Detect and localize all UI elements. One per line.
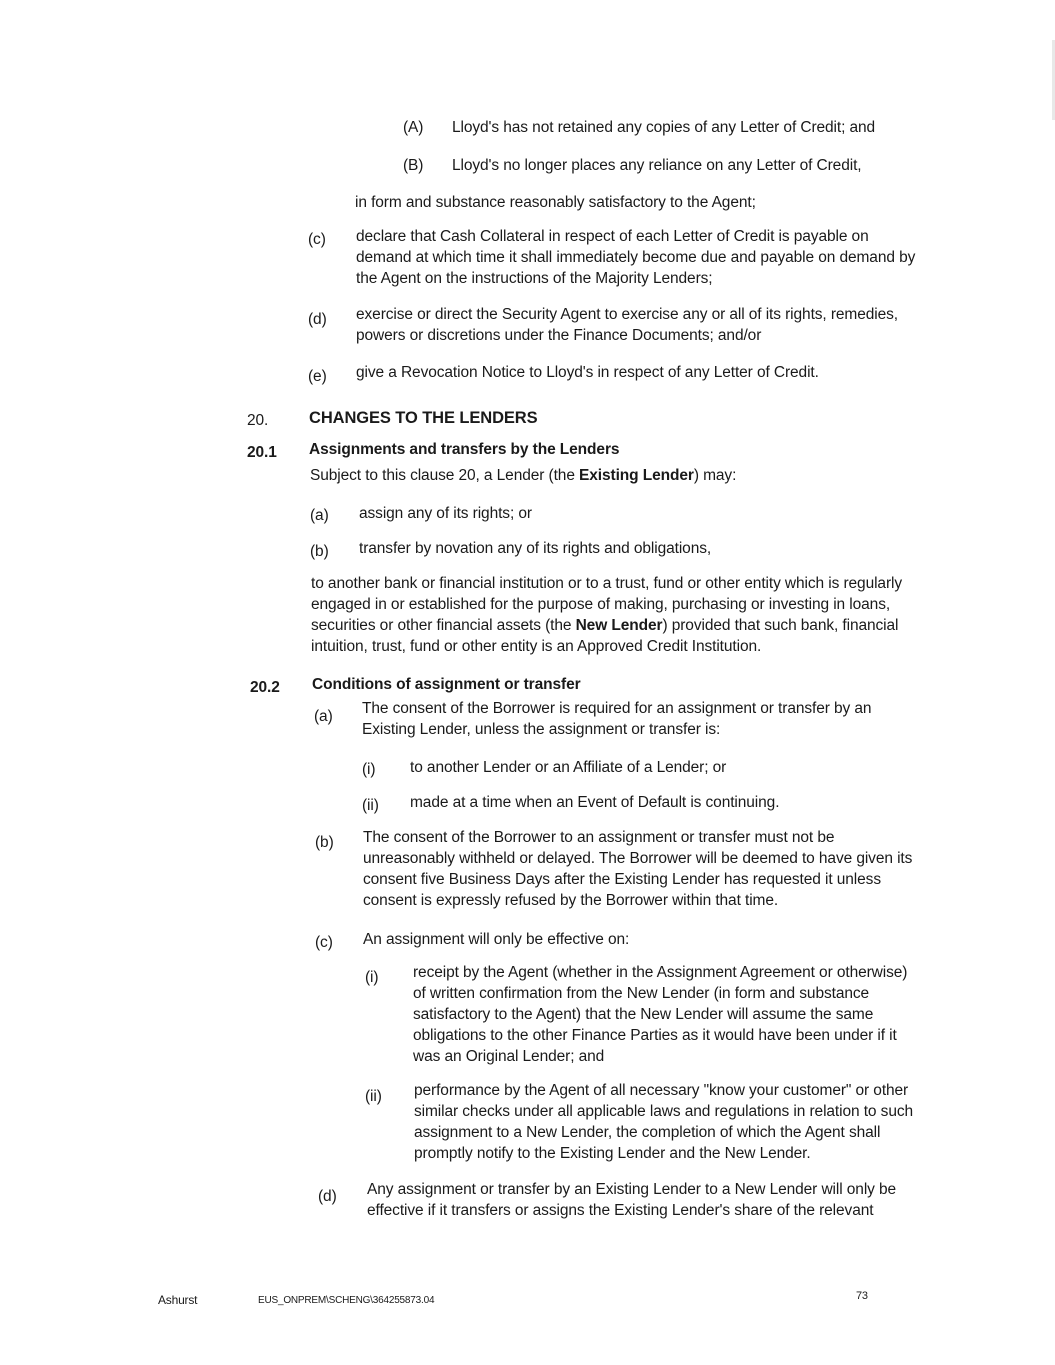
clause-20-2-c-i-marker: (i) [365,969,379,986]
clause-20-2-b-text: The consent of the Borrower to an assignment or transfer must not be unreasonably withheld or delayed. The Borrower will be deemed to have given its consent five Business Days after the Existing Lender has requested it unless consent is expressly refused by the Borrower within that time. [363,829,913,909]
clause-20-1-closing: to another bank or financial institution or to a trust, fund or other entity which is regularly engaged in or established for the purpose of making, purchasing or investing in loans, securities or other financial assets (the New Lender) provided that such bank, financial intuition, trust, fund or other entity is an Approved Credit Institution. [311,575,903,655]
item-d-text: exercise or direct the Security Agent to exercise any or all of its rights, remedies, powers or discretions under the Finance Documents; and/or [356,306,898,344]
footer-page-number: 73 [856,1290,868,1302]
clause-20-1-number: 20.1 [247,444,277,461]
clause-20-1-a-marker: (a) [310,507,329,524]
clause-20-2-c-ii-marker: (ii) [365,1088,382,1105]
clause-20-heading: CHANGES TO THE LENDERS [309,409,538,427]
item-tail-text: in form and substance reasonably satisfactory to the Agent; [355,194,756,211]
clause-20-2-c-i-text: receipt by the Agent (whether in the Assignment Agreement or otherwise) of written confirmation from the New Lender (in form and substance satisfactory to the Agent) that the New Lender will assume the same obligations to the other Finance Parties as it would have been under if it was an Original Lender; and [413,964,908,1065]
footer-firm: Ashurst [158,1293,198,1307]
clause-20-1-b-text: transfer by novation any of its rights and obligations, [359,540,712,557]
item-c-text: declare that Cash Collateral in respect of each Letter of Credit is payable on demand at which time it shall immediately become due and payable on demand by the Agent on the instructions of the Majority Lenders; [356,228,916,287]
item-a-text: Lloyd's has not retained any copies of any Letter of Credit; and [452,119,876,136]
clause-20-2-a-ii-marker: (ii) [362,797,379,814]
clause-20-2-heading: Conditions of assignment or transfer [312,676,581,693]
clause-20-2-number: 20.2 [250,679,280,696]
clause-20-1-a-text: assign any of its rights; or [359,505,532,522]
item-b-marker: (B) [403,157,424,174]
clause-20-2-d-text: Any assignment or transfer by an Existing Lender to a New Lender will only be effective if it transfers or assigns the Existing Lender's share of the relevant [367,1181,897,1219]
footer-doc-ref: EUS_ONPREM\SCHENG\364255873.04 [258,1295,435,1306]
item-d-marker: (d) [308,311,327,328]
clause-20-2-d-marker: (d) [318,1188,337,1205]
clause-20-2-a-marker: (a) [314,708,333,725]
item-a-marker: (A) [403,119,424,136]
item-e-text: give a Revocation Notice to Lloyd's in respect of any Letter of Credit. [356,364,819,381]
clause-20-2-b-marker: (b) [315,834,334,851]
clause-20-2-c-ii-text: performance by the Agent of all necessary "know your customer" or other similar checks under all applicable laws and regulations in relation to such assignment to a New Lender, the completion of which the Agent shall promptly notify to the Existing Lender and the New Lender. [414,1082,914,1162]
clause-20-2-a-ii-text: made at a time when an Event of Default is continuing. [410,794,780,811]
clause-20-2-a-text: The consent of the Borrower is required for an assignment or transfer by an Existing Lender, unless the assignment or transfer is: [362,700,872,738]
clause-20-1-intro: Subject to this clause 20, a Lender (the Existing Lender) may: [310,467,737,484]
clause-20-1-b-marker: (b) [310,543,329,560]
clause-20-2-a-i-text: to another Lender or an Affiliate of a Lender; or [410,759,727,776]
clause-20-2-a-i-marker: (i) [362,761,376,778]
item-e-marker: (e) [308,368,327,385]
clause-20-1-heading: Assignments and transfers by the Lenders [309,441,620,458]
clause-20-2-c-text: An assignment will only be effective on: [363,931,630,948]
item-b-text: Lloyd's no longer places any reliance on any Letter of Credit, [452,157,862,174]
clause-20-2-c-marker: (c) [315,934,333,951]
clause-20-number: 20. [247,412,269,429]
item-c-marker: (c) [308,231,326,248]
